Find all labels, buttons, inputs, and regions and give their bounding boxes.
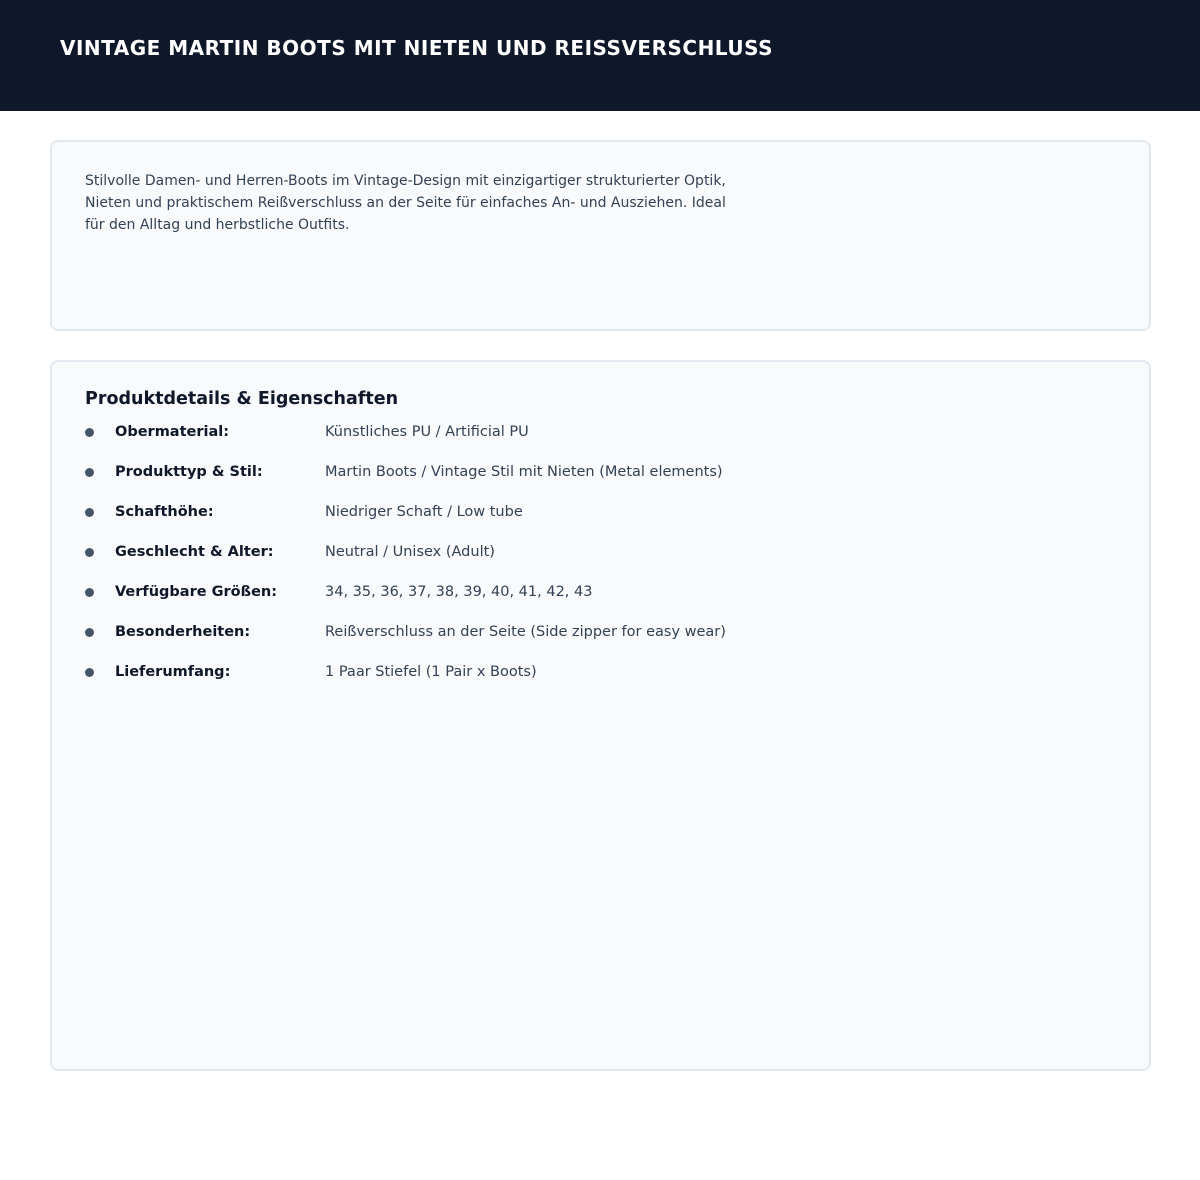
details-card (50, 360, 1151, 1071)
spec-label: Obermaterial: (115, 424, 230, 440)
spec-row-material (85, 422, 1116, 462)
product-description: Stilvolle Damen- und Herren-Boots im Vintage-Design mit einzigartiger strukturierter Optik, Nieten und praktischem Reißverschluss an der Seite für einfaches An- und Ausziehen. Ideal für den Alltag und herbstliche Outfits. (85, 173, 726, 233)
spec-row-package (85, 662, 1116, 702)
bullet-icon (85, 548, 94, 557)
spec-row-type (85, 462, 1116, 502)
spec-label: Verfügbare Größen: (115, 584, 278, 600)
bullet-icon (85, 588, 94, 597)
spec-label: Besonderheiten: (115, 624, 251, 640)
spec-row-gender (85, 542, 1116, 582)
bullet-icon (85, 468, 94, 477)
spec-label: Schafthöhe: (115, 504, 214, 520)
spec-row-sizes (85, 582, 1116, 622)
spec-value: Neutral / Unisex (Adult) (325, 544, 495, 560)
details-title: Produktdetails & Eigenschaften (85, 389, 399, 409)
spec-label: Geschlecht & Alter: (115, 544, 274, 560)
spec-value: 34, 35, 36, 37, 38, 39, 40, 41, 42, 43 (325, 584, 593, 600)
spec-value: Reißverschluss an der Seite (Side zipper for easy wear) (325, 624, 726, 640)
spec-list (85, 422, 1116, 702)
description-card (50, 140, 1151, 331)
spec-value: Martin Boots / Vintage Stil mit Nieten (Metal elements) (325, 464, 723, 480)
page-title: VINTAGE MARTIN BOOTS MIT NIETEN UND REISSVERSCHLUSS (60, 35, 773, 60)
bullet-icon (85, 628, 94, 637)
spec-row-features (85, 622, 1116, 662)
spec-label: Produkttyp & Stil: (115, 464, 263, 480)
bullet-icon (85, 508, 94, 517)
spec-label: Lieferumfang: (115, 664, 231, 680)
spec-value: Künstliches PU / Artificial PU (325, 424, 529, 440)
bullet-icon (85, 428, 94, 437)
page-header (0, 0, 1200, 111)
spec-value: 1 Paar Stiefel (1 Pair x Boots) (325, 664, 537, 680)
spec-row-shaft-height (85, 502, 1116, 542)
spec-value: Niedriger Schaft / Low tube (325, 504, 523, 520)
bullet-icon (85, 668, 94, 677)
